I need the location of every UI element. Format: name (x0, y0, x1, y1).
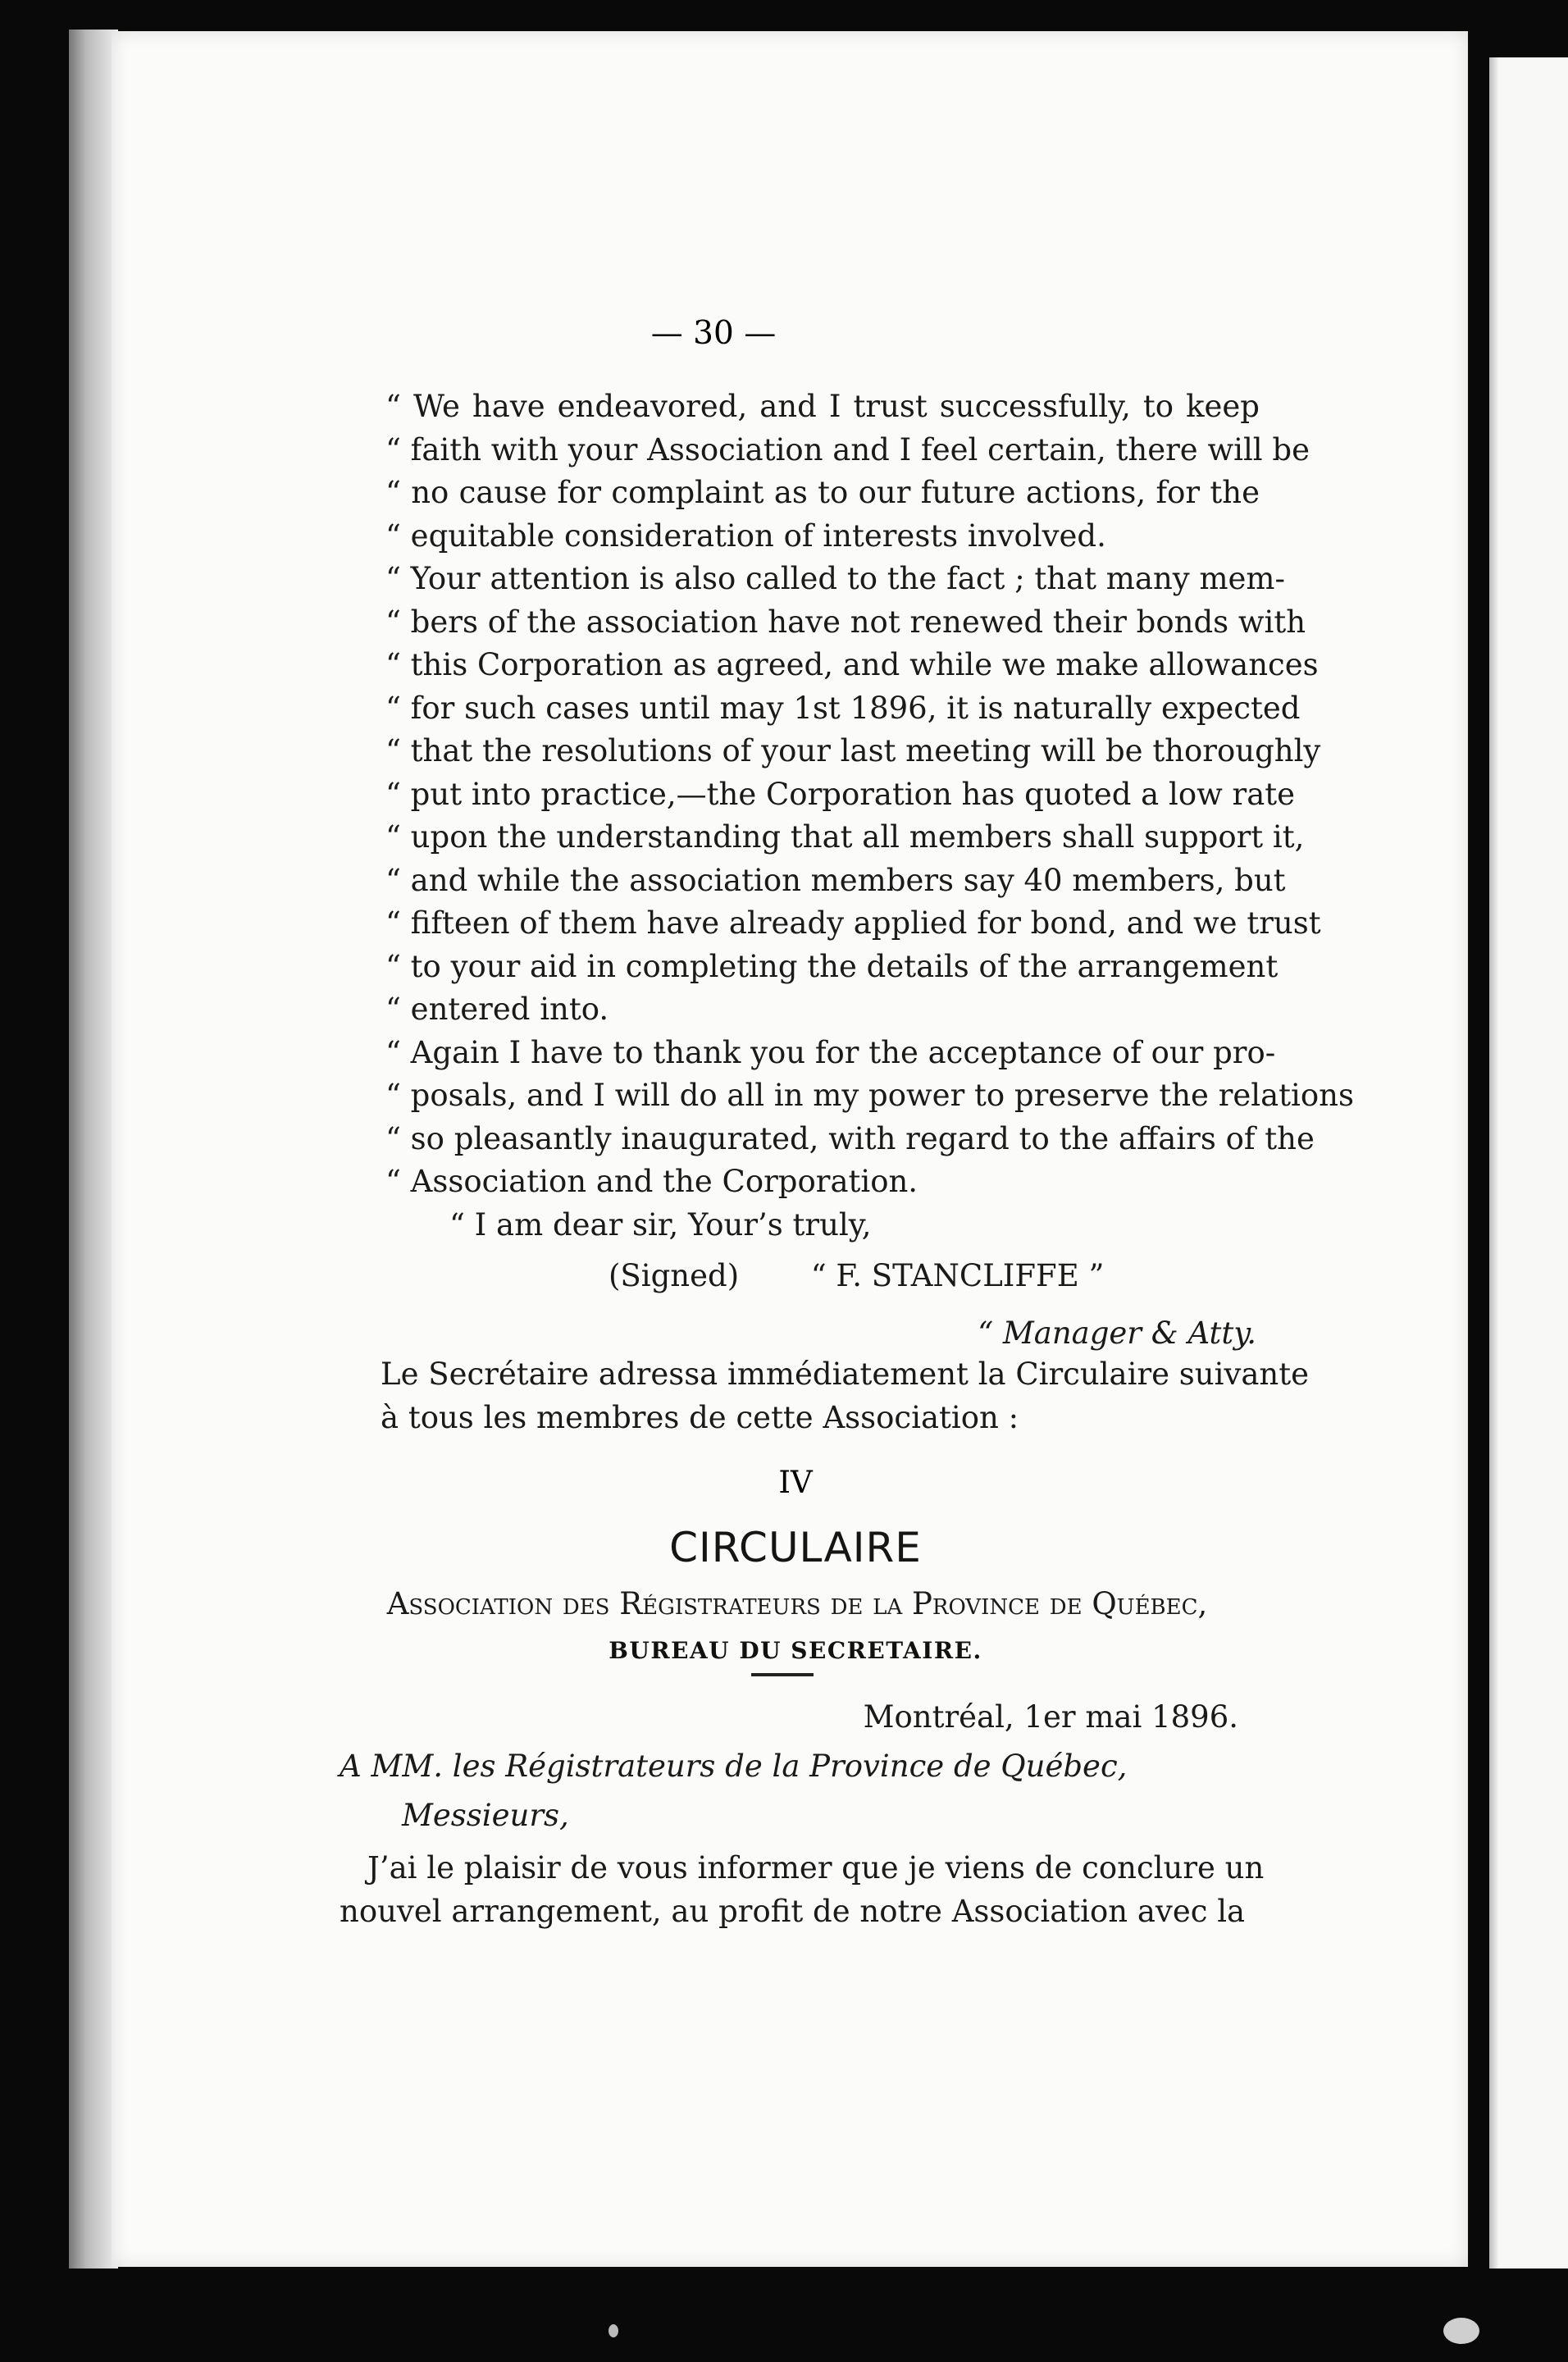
text-line: à tous les membres de cette Association : (381, 1399, 1019, 1435)
signature-line (609, 1258, 1104, 1293)
text-line: “ posals, and I will do all in my power to preserve the relations (385, 1078, 1354, 1113)
circular-addressee: A MM. les Régistrateurs de la Province de Québec, (340, 1749, 1128, 1784)
secretary-intro (381, 1353, 1310, 1439)
circular-date: Montréal, 1er mai 1896. (863, 1699, 1238, 1735)
scan-speck (1443, 2318, 1479, 2344)
circular-salutation: Messieurs, (402, 1798, 569, 1833)
text-line: Le Secrétaire adressa immédiatement la Circulaire suivante (381, 1357, 1310, 1392)
signed-label: (Signed) (609, 1258, 740, 1293)
text-line: “ for such cases until may 1st 1896, it is naturally expected (385, 690, 1301, 726)
text-line: “ no cause for complaint as to our future actions, for the (385, 475, 1260, 510)
text-line: “ upon the understanding that all members shall support it, (385, 819, 1305, 855)
circular-title: CIRCULAIRE (669, 1524, 922, 1571)
text-line: “ We have endeavored, and I trust successfully, to keep (385, 389, 1260, 424)
text-line: “ equitable consideration of interests involved. (385, 518, 1106, 554)
text-line: “ bers of the association have not renewed their bonds with (385, 604, 1306, 640)
text-line: “ fifteen of them have already applied for bond, and we trust (385, 905, 1321, 941)
signer-name: “ F. STANCLIFFE ” (810, 1258, 1105, 1293)
text-line: “ Association and the Corporation. (385, 1164, 918, 1199)
text-line: “ so pleasantly inaugurated, with regard to the affairs of the (385, 1120, 1315, 1156)
bureau-heading: BUREAU DU SECRETAIRE. (609, 1637, 982, 1664)
next-page-edge (1489, 57, 1568, 2269)
letter-paragraph (385, 385, 1310, 558)
page-spine-shadow (69, 30, 118, 2269)
text-line: “ put into practice,—the Corporation has quoted a low rate (385, 776, 1296, 812)
association-heading: Association des Régistrateurs de la Province de Québec, (386, 1586, 1208, 1621)
circular-body (340, 1847, 1265, 1933)
text-line: “ entered into. (385, 992, 609, 1027)
text-line: nouvel arrangement, au profit de notre Association avec la (340, 1893, 1246, 1929)
heading-rule (751, 1673, 814, 1676)
letter-closing: “ I am dear sir, Your’s truly, (449, 1207, 872, 1243)
letter-paragraph (385, 1032, 1354, 1204)
text-line: “ and while the association members say 40 members, but (385, 862, 1286, 898)
signer-title: “ Manager & Atty. (978, 1316, 1256, 1351)
text-line: J’ai le plaisir de vous informer que je viens de conclure un (367, 1850, 1265, 1885)
section-number: IV (778, 1465, 813, 1500)
next-page-fold-shadow (1489, 57, 1499, 2269)
letter-paragraph (385, 558, 1321, 1032)
letter-text (385, 385, 1354, 1204)
page-number: — 30 — (650, 315, 777, 352)
scan-speck (609, 2324, 618, 2337)
text-line: “ Again I have to thank you for the acceptance of our pro- (385, 1034, 1276, 1070)
text-line: “ this Corporation as agreed, and while we make allowances (385, 647, 1319, 682)
text-line: “ that the resolutions of your last meeting will be thoroughly (385, 733, 1321, 768)
text-line: “ Your attention is also called to the fact ; that many mem- (385, 561, 1286, 596)
text-line: “ faith with your Association and I feel certain, there will be (385, 431, 1310, 467)
text-line: “ to your aid in completing the details of the arrangement (385, 948, 1279, 984)
